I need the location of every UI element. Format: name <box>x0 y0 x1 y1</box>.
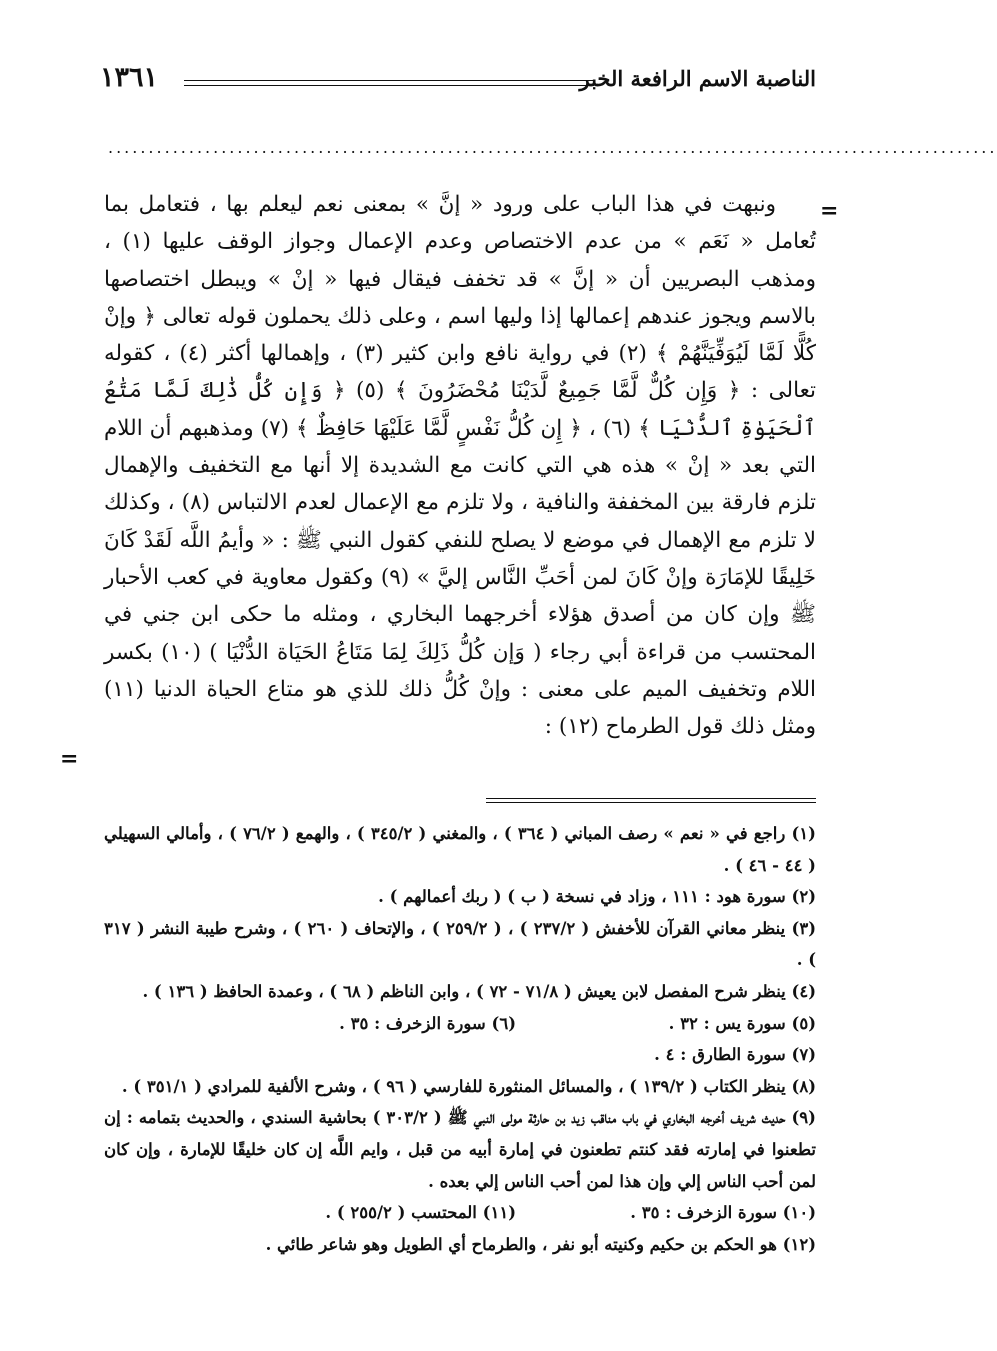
footnote: (٨) ينظر الكتاب ( ١٣٩/٢ ) ، والمسائل المنثورة للفارسي ( ٩٦ ) ، وشرح الألفية للمرادي ( ٣٥١/١ ) . <box>121 1076 816 1096</box>
footnote: (٤) ينظر شرح المفصل لابن يعيش ( ٧١/٨ - ٧٢ ) ، وابن الناظم ( ٦٨ ) ، وعمدة الحافظ ( ١٣٦ ) . <box>142 981 816 1001</box>
footnote: (٣) ينظر معاني القرآن للأخفش ( ٢٣٧/٢ ) ، ( ٢٥٩/٢ ) ، والإتحاف ( ٢٦٠ ) ، وشرح طيبة النشر ( ٣١٧ ) . <box>104 918 816 970</box>
continuation-marker-top: = <box>820 198 839 224</box>
header-rule-bottom <box>184 85 594 86</box>
footnote: (٦) سورة الزخرف : ٣٥ . <box>339 1013 516 1033</box>
footnote-pair <box>104 1008 816 1040</box>
running-header <box>100 62 816 106</box>
footnote: (١٠) سورة الزخرف : ٣٥ . <box>630 1203 816 1223</box>
continuation-marker-bottom: = <box>60 746 79 772</box>
footnote: (٧) سورة الطارق : ٤ . <box>654 1045 816 1065</box>
running-title: الناصبة الاسم الرافعة الخبر <box>579 66 816 91</box>
page-number: ١٣٦١ <box>100 62 159 93</box>
dotted-separator: .............................................................................................................. <box>108 138 997 157</box>
footnote: (٩) حديث شريف أخرجه البخاري في باب مناقب زيد بن حارثة مولى النبي ﷺ ( ٣٠٣/٢ ) بحاشية السندي ، والحديث بتمامه : إن تطعنوا في إمارته فقد كنتم تطعنون في إمارة أبيه من قبل ، وايم اللَّه إن كان خليقًا للإمارة ، وإن كان لمن أحب الناس إلي وإن هذا لمن أحب الناس إلي بعده . <box>104 1108 816 1191</box>
footnotes-block <box>104 818 816 1260</box>
body-paragraph: ونبهت في هذا الباب على ورود « إنَّ » بمعنى نعم ليعلم بها ، فتعامل بما تُعامل « نَعَم » من عدم الاختصاص وعدم الإعمال وجواز الوقف عليها (١) ، ومذهب البصريين أن « إنَّ » قد تخفف فيقال فيها « إنْ » ويبطل اختصاصها بالاسم ويجوز عندهم إعمالها إذا وليها اسم ، وعلى ذلك يحملون قوله تعالى ﴿ وإنْ كُلًّا لَمَّا لَيُوَفِّيَنَّهُمْ ﴾ (٢) في رواية نافع وابن كثير (٣) ، وإهمالها أكثر (٤) ، كقوله تعالى : ﴿ وَإِن كُلٌّ لَّمَّا جَمِيعٌ لَّدَيْنَا مُحْضَرُونَ ﴾ (٥) ﴿ وَإِن كُلُّ ذَٰلِكَ لَمَّا مَتَٰعُ ٱلْحَيَوٰةِ ٱلدُّنْيَا ﴾ (٦) ، ﴿ إِن كُلُّ نَفْسٍ لَّمَّا عَلَيْهَا حَافِظٌ ﴾ (٧) ومذهبهم أن اللام التي بعد « إنْ » هذه هي التي كانت مع الشديدة إلا أنها مع التخفيف والإهمال تلزم فارقة بين المخففة والنافية ، ولا تلزم مع الإعمال لعدم الالتباس (٨) ، وكذلك لا تلزم مع الإهمال في موضع لا يصلح للنفي كقول النبي ﷺ : « وأيمُ اللَّه لَقَدْ كَانَ خَلِيقًا للإمَارَة وإنْ كَانَ لمن أحَبِّ النَّاس إليَّ » (٩) وكقول معاوية في كعب الأحبار ﷺ وإن كان من أصدق هؤلاء أخرجهما البخاري ، ومثله ما حكى ابن جني في المحتسب من قراءة أبي رجاء ( وَإن كُلُّ ذَلِكَ لِمَا مَتَاعُ الحَيَاة الدُّنْيَا ) (١٠) بكسر اللام وتخفيف الميم على معنى : وإنْ كُلُّ ذلك للذي هو متاع الحياة الدنيا (١١) ومثل ذلك قول الطرماح (١٢) : <box>104 192 816 740</box>
header-rule-top <box>184 80 594 81</box>
main-text-block <box>104 186 816 745</box>
footnote: (١٢) هو الحكم بن حكيم وكنيته أبو نفر ، والطرماح أي الطويل وهو شاعر طائي . <box>265 1234 816 1254</box>
footnote: (٢) سورة هود : ١١١ ، وزاد في نسخة ( ب ) ( ربك أعمالهم ) . <box>378 887 816 907</box>
footnote: (٥) سورة يس : ٣٢ . <box>668 1013 816 1033</box>
footnote-separator <box>486 798 816 803</box>
footnote: (١) راجع في « نعم » رصف المباني ( ٣٦٤ ) ، والمغني ( ٣٤٥/٢ ) ، والهمع ( ٧٦/٢ ) ، وأمالي السهيلي ( ٤٤ - ٤٦ ) . <box>104 824 816 875</box>
footnote: (١١) المحتسب ( ٢٥٥/٢ ) . <box>325 1203 516 1223</box>
footnote-pair <box>104 1197 816 1229</box>
